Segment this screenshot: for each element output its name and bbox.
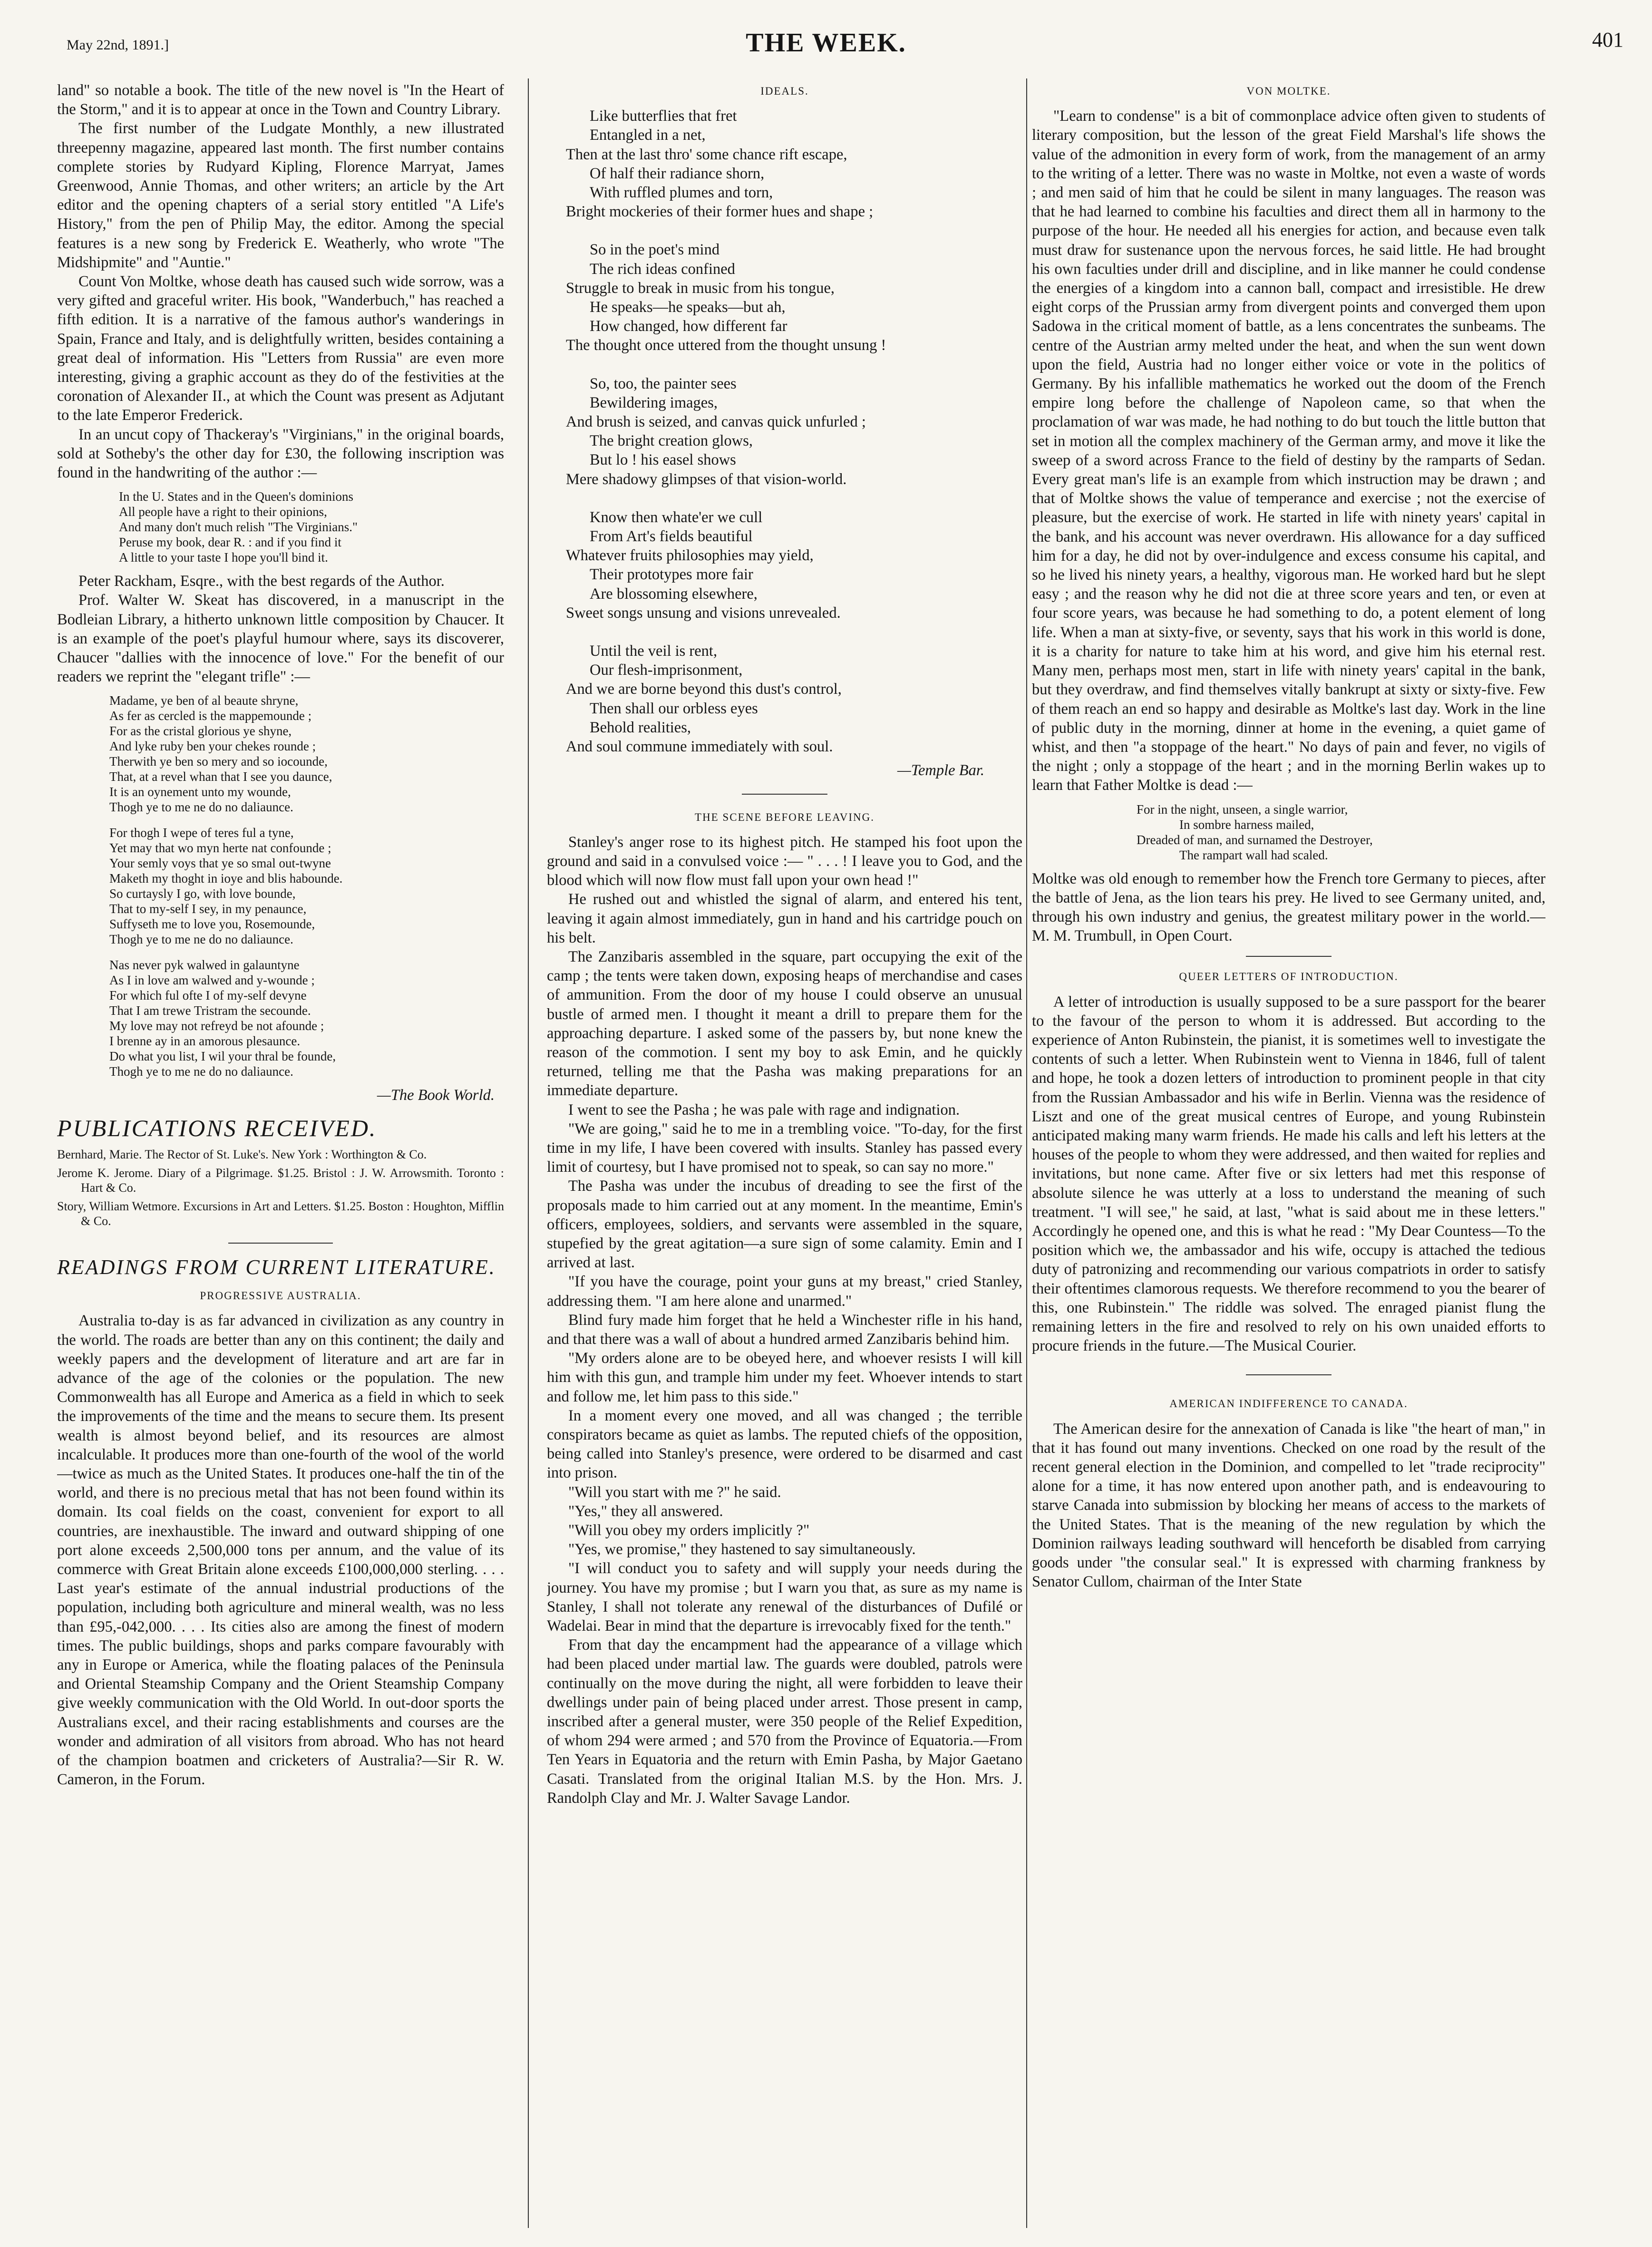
verse-line: And brush is seized, and canvas quick unfurled ; bbox=[566, 413, 866, 431]
paragraph: The American desire for the annexation of Canada is like "the heart of man," in that it has found out many inventions. Checked on one road by the result of the recent general election in the Dominion, and compelled to let "trade reciprocity" alone for a time, it has now entered upon another path, and is endeavouring to starve Canada into submission by blocking her means of access to the markets of the United States. That is the meaning of the new regulation by which the Dominion railways leading southward will henceforth be disabled from carrying goods under "the consular seal." It is expressed with charming frankness by Senator Cullom, chairman of the Inter State bbox=[1032, 1420, 1545, 1591]
verse-line: And soul commune immediately with soul. bbox=[566, 738, 833, 756]
article-heading: AMERICAN INDIFFERENCE TO CANADA. bbox=[1169, 1398, 1408, 1410]
verse-line: For thogh I wepe of teres ful a tyne, bbox=[109, 826, 294, 840]
article-heading: THE SCENE BEFORE LEAVING. bbox=[695, 811, 875, 823]
verse-line: And many don't much relish "The Virginians." bbox=[119, 520, 358, 535]
verse-line: How changed, how different far bbox=[590, 318, 787, 335]
paragraph: "My orders alone are to be obeyed here, and whoever resists I will kill him with this gun, and trample him under my feet. Whoever intends to start and follow me, let him pass to this side." bbox=[547, 1350, 1022, 1405]
issue-date: May 22nd, 1891.] bbox=[67, 37, 169, 53]
verse-line: He speaks—he speaks—but ah, bbox=[590, 299, 786, 316]
page-number: 401 bbox=[1592, 28, 1623, 51]
stanza bbox=[566, 374, 1022, 489]
verse-line: Bright mockeries of their former hues and shape ; bbox=[566, 203, 874, 221]
verse-line: Then shall our orbless eyes bbox=[590, 700, 758, 717]
column-middle bbox=[547, 81, 1022, 2233]
paragraph: "Yes, we promise," they hastened to say simultaneously. bbox=[568, 1541, 916, 1558]
column-divider bbox=[1026, 78, 1027, 2228]
verse-line: Your semly voys that ye so smal out-twyne bbox=[109, 856, 331, 871]
verse-line: Bewildering images, bbox=[590, 394, 718, 411]
paragraph: Australia to-day is as far advanced in civilization as any country in the world. The roads are better than any on this continent; the daily and weekly papers and the development of literature and art are far in advance of the age of the colonies or the population. The new Commonwealth has all Europe and America as a field in which to seek the improvements of the time and the means to secure them. Its present wealth is almost beyond belief, and its resources are almost incalculable. It produces more than one-fourth of the wool of the world—twice as much as the United States. It produces one-half the tin of the world, and there is no precious metal that has not been found within its domain. Its coal fields on the coast, convenient for export to all countries, are inexhaustible. The inward and outward shipping of one port alone exceeds 2,500,000 tons per annum, and the value of its commerce with Great Britain alone exceeds £100,000,000 sterling. . . . Last year's estimate of the annual industrial productions of the population, including both agriculture and mineral wealth, was no less than £95,-042,000. . . . Its cities also are among the finest of modern times. The public buildings, shops and parks compare favourably with any in Europe or America, while the floating palaces of the Peninsula and Oriental Steamship Company and the Orient Steamship Company give weekly communication with the Old World. In out-door sports the Australians excel, and their racing establishments and courses are the wonder and admiration of all visitors from abroad. Who has not heard of the champion boatmen and cricketers of Australia?—Sir R. W. Cameron, in the Forum. bbox=[57, 1312, 504, 1789]
verse-line: Peruse my book, dear R. : and if you find it bbox=[119, 535, 341, 550]
paragraph: The first number of the Ludgate Monthly, a new illustrated threepenny magazine, appeared last month. The first number contains complete stories by Rudyard Kipling, Florence Marryat, James Greenwood, Annie Thomas, and other writers; an article by the Art editor and the opening chapters of a serial story entitled "A Life's History," from the pen of Philip May, the editor. Among the special features is a new song by Frederick E. Weatherly, who wrote "The Midshipmite" and "Auntie." bbox=[57, 120, 504, 271]
chaucer-poem bbox=[109, 693, 504, 1079]
paragraph: The Zanzibaris assembled in the square, part occupying the exit of the camp ; the tents were taken down, exposing heaps of merchandise and cases of ammunition. From the door of my house I could observe an unusual bustle of armed men. I thought it meant a drill to prepare them for the approaching departure. I asked some of the passers by, but none knew the reason of the commotion. I sent my boy to ask Emin, and he quickly returned, telling me that the Pasha was making preparations for an immediate departure. bbox=[547, 948, 1022, 1099]
verse-line: That I am trewe Tristram the secounde. bbox=[109, 1003, 311, 1018]
verse-line: The rich ideas confined bbox=[590, 260, 735, 278]
column-right bbox=[1032, 81, 1545, 2233]
verse-line: Struggle to break in music from his tongue, bbox=[566, 279, 835, 297]
verse-line: Whatever fruits philosophies may yield, bbox=[566, 547, 814, 564]
verse-line: My love may not refreyd be not afounde ; bbox=[109, 1019, 324, 1033]
verse-line: I brenne ay in an amorous plesaunce. bbox=[109, 1034, 301, 1049]
paragraph: Peter Rackham, Esqre., with the best regards of the Author. bbox=[78, 573, 445, 590]
verse-line: So curtaysly I go, with love bounde, bbox=[109, 886, 296, 901]
verse-line: In sombre harness mailed, bbox=[1179, 817, 1314, 832]
section-rule bbox=[228, 1243, 333, 1244]
verse-line: The bright creation glows, bbox=[590, 432, 753, 450]
verse-line: For which ful ofte I of my-self devyne bbox=[109, 988, 307, 1003]
verse-line: Their prototypes more fair bbox=[590, 566, 753, 584]
paragraph: Blind fury made him forget that he held a Winchester rifle in his hand, and that there was a wall of about a hundred armed Zanzibaris behind him. bbox=[547, 1311, 1022, 1348]
verse-line: A little to your taste I hope you'll bind it. bbox=[119, 550, 328, 565]
stanza bbox=[566, 107, 1022, 221]
masthead-title: THE WEEK. bbox=[746, 28, 906, 58]
paragraph: I went to see the Pasha ; he was pale with rage and indignation. bbox=[568, 1101, 960, 1119]
verse-line: With ruffled plumes and torn, bbox=[590, 184, 773, 202]
paragraph: From that day the encampment had the appearance of a village which had been placed under martial law. The guards were doubled, patrols were continually on the move during the night, all were forbidden to leave their dwellings under pain of being placed under arrest. Those present in camp, inscribed after a general muster, were 350 people of the Relief Expedition, of whom 294 were armed ; and 570 from the Province of Equatoria.—From Ten Years in Equatoria and the return with Emin Pasha, by Major Gaetano Casati. Translated from the original Italian M.S. by the Hon. Mrs. J. Randolph Clay and Mr. J. Walter Savage Landor. bbox=[547, 1636, 1022, 1807]
verse-line: Do what you list, I wil your thral be founde, bbox=[109, 1049, 336, 1064]
paragraph: "Will you obey my orders implicitly ?" bbox=[568, 1522, 810, 1539]
paragraph: He rushed out and whistled the signal of alarm, and entered his tent, leaving it again almost immediately, gun in hand and his cartridge pouch on his belt. bbox=[547, 891, 1022, 946]
publication-entry: Jerome K. Jerome. Diary of a Pilgrimage. $1.25. Bristol : J. W. Arrowsmith. Toronto : Hart & Co. bbox=[57, 1166, 504, 1195]
publication-entry: Story, William Wetmore. Excursions in Art and Letters. $1.25. Boston : Houghton, Mifflin & Co. bbox=[57, 1199, 504, 1228]
verse-line: Maketh my thoght in ioye and blis habounde. bbox=[109, 871, 343, 886]
article-heading: QUEER LETTERS OF INTRODUCTION. bbox=[1179, 971, 1399, 983]
attribution: —The Book World. bbox=[377, 1087, 495, 1104]
thackeray-inscription bbox=[119, 489, 504, 565]
verse-line: In the U. States and in the Queen's dominions bbox=[119, 489, 354, 504]
verse-line: And we are borne beyond this dust's control, bbox=[566, 681, 842, 698]
section-rule bbox=[1246, 1374, 1331, 1375]
article-heading: IDEALS. bbox=[760, 85, 809, 97]
verse-line: As I in love am walwed and y-wounde ; bbox=[109, 973, 315, 988]
page-header bbox=[0, 0, 1652, 71]
verse-line: For in the night, unseen, a single warrior, bbox=[1137, 802, 1348, 817]
verse-line: Entangled in a net, bbox=[590, 126, 706, 144]
verse-line: Dreaded of man, and surnamed the Destroyer, bbox=[1137, 832, 1373, 847]
moltke-verse bbox=[1137, 802, 1545, 863]
verse-line: As fer as cercled is the mappemounde ; bbox=[109, 709, 312, 723]
paragraph: Stanley's anger rose to its highest pitch. He stamped his foot upon the ground and said in a convulsed voice :— " . . . ! I leave you to God, and the blood which will now flow must fall upon your own head !" bbox=[547, 833, 1022, 889]
verse-line: Are blossoming elsewhere, bbox=[590, 585, 758, 603]
paragraph: "If you have the courage, point your guns at my breast," cried Stanley, addressing them. "I am here alone and unarmed." bbox=[547, 1273, 1022, 1310]
paragraph: The Pasha was under the incubus of dreading to see the first of the proposals made to him carried out at any moment. In the meantime, Emin's officers, employees, soldiers, and servants were assembled in the square, stupefied by the great agitation—a sure sign of some calamity. Emin and I arrived at last. bbox=[547, 1177, 1022, 1272]
article-heading: VON MOLTKE. bbox=[1246, 85, 1331, 97]
verse-line: Therwith ye ben so mery and so iocounde, bbox=[109, 754, 328, 769]
verse-line: Until the veil is rent, bbox=[590, 642, 718, 660]
verse-line: For as the cristal glorious ye shyne, bbox=[109, 724, 292, 739]
paragraph: "Learn to condense" is a bit of commonplace advice often given to students of literary composition, but the lesson of the great Field Marshal's life shows the value of the admonition in every form of work, from the management of an army to the writing of a letter. There was no waste in Moltke, not even a waste of words ; and men said of him that he could be silent in many languages. The reason was that he had learned to combine his faculties and direct them all in harmony to the purpose of the hour. He needed all his energies for action, and because even talk must draw for sustenance upon the nervous forces, he said little. He had brought his own faculties under drill and discipline, and in like manner he could condense the energies of a kingdom into a cannon ball, compact and irresistible. He drew eight corps of the Prussian army from divergent points and converged them upon Sadowa in the critical moment of battle, as a lens concentrates the sunbeams. The centre of the Austrian army melted under the heat, and when the sun went down upon the field, Austria had no longer either voice or vote in the politics of Germany. By his infallible mathematics he worked out the doom of the French empire long before the challenge of Napoleon came, so that when the proclamation of war was made, he had nothing to do but touch the little button that set in motion all the complex machinery of the German army, and move it like the sweep of a sword across France to the field of destiny by the ramparts of Sedan. Every great man's life is an example from which instruction may be drawn ; and that of Moltke shows the value of temperance and exercise ; not the exercise of pleasure, but the exercise of work. He started in life with ninety years' capital in the bank, and his account was never overdrawn. His allowance for a day sufficed him for a day, he did not by over-indulgence and excess consume his capital, and so he lived his ninety years, a healthy, vigorous man. He worked hard but he slept easy ; and the reason why he did not die at three score years and ten, or even at four score years, was because he had something to do, a potent element of long life. When a man at sixty-five, or seventy, says that his work in this world is done, it is a charity for nature to take him at his word, and give him his eternal rest. Many men, perhaps most men, start in life with ninety years' capital in the bank, but they overdraw, and find themselves vitally bankrupt at sixty or sixty-five. Few of them reach an end so happy and desirable as Moltke's last day. Work in the line of public duty in the morning, dinner at home in the evening, a quiet game of whist, and then "a stoppage of the heart." No days of pain and fever, no vigils of the night ; only a stoppage of the heart ; and in the morning Berlin wakes up to learn that Father Moltke is dead :— bbox=[1032, 107, 1545, 794]
poem-ideals bbox=[566, 107, 1022, 756]
verse-line: Then at the last thro' some chance rift escape, bbox=[566, 146, 847, 163]
column-left bbox=[57, 81, 504, 2233]
verse-line: But lo ! his easel shows bbox=[590, 451, 736, 469]
verse-line: Our flesh-imprisonment, bbox=[590, 661, 743, 679]
verse-line: Thogh ye to me ne do no daliaunce. bbox=[109, 1064, 293, 1079]
verse-line: Sweet songs unsung and visions unrevealed. bbox=[566, 604, 841, 622]
paragraph: Prof. Walter W. Skeat has discovered, in a manuscript in the Bodleian Library, a hitherto unknown little composition by Chaucer. It is an example of the poet's playful humour where, says its discoverer, Chaucer "dallies with the innocence of love." For the benefit of our readers we reprint the "elegant trifle" :— bbox=[57, 592, 504, 686]
verse-line: From Art's fields beautiful bbox=[590, 528, 753, 545]
verse-line: So in the poet's mind bbox=[590, 241, 720, 259]
paragraph: "Will you start with me ?" he said. bbox=[568, 1483, 781, 1501]
verse-line: Suffyseth me to love you, Rosemounde, bbox=[109, 917, 315, 932]
publication-entry: Bernhard, Marie. The Rector of St. Luke's. New York : Worthington & Co. bbox=[57, 1147, 427, 1161]
verse-line: Madame, ye ben of al beaute shryne, bbox=[109, 693, 299, 708]
column-divider bbox=[528, 78, 529, 2228]
paragraph: Count Von Moltke, whose death has caused such wide sorrow, was a very gifted and graceful writer. His book, "Wanderbuch," has reached a fifth edition. It is a narrative of the famous author's wanderings in Spain, France and Italy, and is delightfully written, besides containing a great deal of information. His "Letters from Russia" are even more interesting, giving a graphic account as they do of the festivities at the coronation of Alexander II., at which the Count was present as Adjutant to the late Emperor Frederick. bbox=[57, 273, 504, 424]
paragraph: Moltke was old enough to remember how the French tore Germany to pieces, after the battle of Jena, as the lion tears his prey. He lived to see Germany united, and, through his own industry and genius, the greatest military power in the world.—M. M. Trumbull, in Open Court. bbox=[1032, 870, 1545, 945]
paragraph: "Yes," they all answered. bbox=[568, 1502, 723, 1520]
verse-line: So, too, the painter sees bbox=[590, 375, 737, 392]
verse-line: That to my-self I sey, in my penaunce, bbox=[109, 902, 307, 916]
section-heading: PUBLICATIONS RECEIVED. bbox=[57, 1114, 377, 1141]
verse-line: The thought once uttered from the thought unsung ! bbox=[566, 337, 886, 354]
attribution: —Temple Bar. bbox=[897, 762, 984, 779]
paragraph: "We are going," said he to me in a trembling voice. "To-day, for the first time in my life, I have been covered with insults. Stanley has passed every limit of courtesy, but I have promised not to speak, so can say no more." bbox=[547, 1120, 1022, 1176]
verse-line: Of half their radiance shorn, bbox=[590, 165, 765, 182]
paragraph: In an uncut copy of Thackeray's "Virginians," in the original boards, sold at Sotheby's the other day for £30, the following inscription was found in the handwriting of the author :— bbox=[57, 426, 504, 482]
verse-line: Yet may that wo myn herte nat confounde ; bbox=[109, 841, 331, 856]
verse-line: And lyke ruby ben your chekes rounde ; bbox=[109, 739, 316, 754]
stanza bbox=[566, 240, 1022, 355]
section-heading: READINGS FROM CURRENT LITERATURE. bbox=[57, 1255, 496, 1279]
paragraph: A letter of introduction is usually supposed to be a sure passport for the bearer to the favour of the person to whom it is addressed. But according to the experience of Anton Rubinstein, the pianist, it is sometimes well to investigate the contents of such a letter. When Rubinstein went to Vienna in 1846, full of talent and hope, he took a dozen letters of introduction to prominent people in that city from the Russian Ambassador and his wife in Berlin. Vienna was the residence of Liszt and one of the great musical centres of Europe, and young Rubinstein anticipated making many warm friends. He made his calls and left his letters at the houses of the people to whom they were addressed, and then waited for replies and invitations, but none came. After five or six letters had met this response of absolute silence he was utterly at a loss to understand the meaning of such treatment. "I will see," he said, at last, "what is said about me in these letters." Accordingly he opened one, and this is what he read : "My Dear Countess—To the position which we, the ambassador and his wife, occupy is attached the tedious duty of patronizing and recommending our various compatriots in order to satisfy their oftentimes clamorous requests. We therefore recommend to you the bearer of this, one Rubinstein." The riddle was solved. The enraged pianist flung the remaining letters in the fire and resolved to rely on his own unaided efforts to procure friends in the future.—The Musical Courier. bbox=[1032, 993, 1545, 1355]
paragraph: "I will conduct you to safety and will supply your needs during the journey. You have my promise ; but I warn you that, as sure as my name is Stanley, I shall not tolerate any renewal of the disturbances of Dufilé or Wadelai. Bear in mind that the departure is irrevocably fixed for the tenth." bbox=[547, 1560, 1022, 1635]
article-heading: PROGRESSIVE AUSTRALIA. bbox=[200, 1290, 361, 1302]
section-rule bbox=[742, 794, 827, 795]
verse-line: Thogh ye to me ne do no daliaunce. bbox=[109, 932, 293, 947]
verse-line: Mere shadowy glimpses of that vision-world. bbox=[566, 470, 847, 488]
verse-line: Behold realities, bbox=[590, 719, 691, 736]
verse-line: The rampart wall had scaled. bbox=[1179, 847, 1328, 862]
verse-line: Nas never pyk walwed in galauntyne bbox=[109, 958, 300, 973]
verse-line: All people have a right to their opinions, bbox=[119, 505, 327, 519]
stanza bbox=[566, 642, 1022, 756]
paragraph: In a moment every one moved, and all was changed ; the terrible conspirators became as quiet as lambs. The reputed chiefs of the opposition, being called into Stanley's presence, were ordered to be disarmed and cast into prison. bbox=[547, 1407, 1022, 1482]
verse-line: That, at a revel whan that I see you daunce, bbox=[109, 769, 332, 784]
verse-line: Know then whate'er we cull bbox=[590, 508, 763, 526]
verse-line: Like butterflies that fret bbox=[590, 107, 737, 125]
section-rule bbox=[1246, 956, 1331, 957]
verse-line: It is an oynement unto my wounde, bbox=[109, 785, 291, 799]
verse-line: Thogh ye to me ne do no daliaunce. bbox=[109, 800, 293, 815]
stanza bbox=[566, 508, 1022, 623]
paragraph: land" so notable a book. The title of the new novel is "In the Heart of the Storm," and it is to appear at once in the Town and Country Library. bbox=[57, 82, 504, 118]
